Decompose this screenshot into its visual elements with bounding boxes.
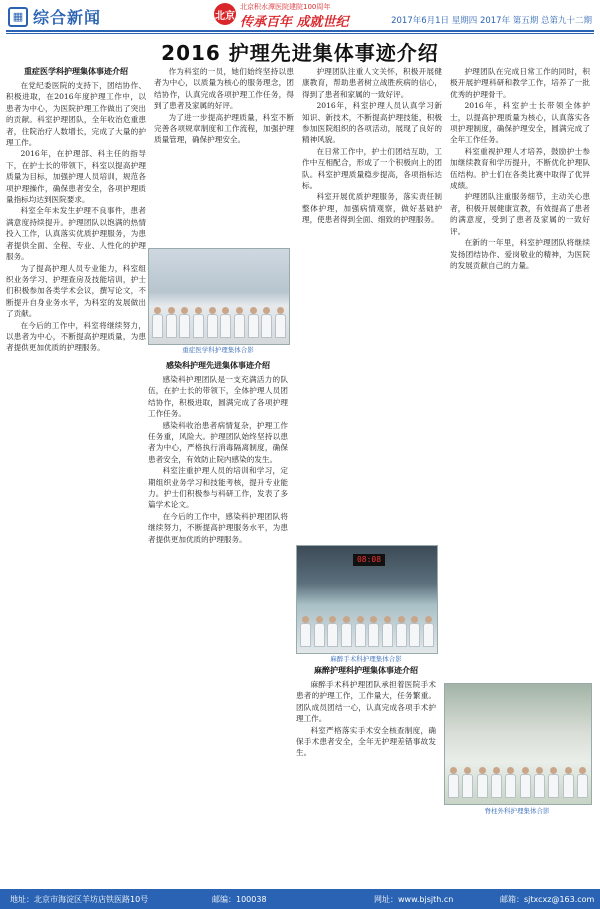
person-figure — [276, 307, 285, 338]
icu-team-photo — [148, 248, 290, 345]
person-figure — [180, 307, 189, 338]
col2-paragraph: 作为科室的一员，她们始终坚持以患者为中心，以质量为核心的服务理念，团结协作，认真完成各项护理工作任务，得到了患者及家属的好评。 — [154, 67, 294, 111]
page-header — [0, 0, 600, 34]
col3-paragraph: 科室开展优质护理服务，落实责任制整体护理，加强病情观察，做好基础护理，使患者得到全面、细致的护理服务。 — [302, 192, 442, 225]
footer-address: 地址：北京市海淀区羊坊店铁医路10号 — [10, 894, 149, 904]
person-figure — [249, 307, 258, 338]
photo-people — [449, 760, 587, 798]
person-figure — [535, 767, 544, 798]
icu-photo-caption: 重症医学科护理集体合影 — [182, 346, 254, 354]
article-title: 2016 护理先进集体事迹介绍 — [161, 41, 439, 65]
photo-people — [301, 609, 433, 647]
header-rule — [6, 30, 594, 32]
column-3 — [302, 66, 442, 542]
person-figure — [549, 767, 558, 798]
page-footer — [0, 889, 600, 909]
infection-section-body — [148, 374, 288, 820]
column-2 — [154, 66, 294, 246]
person-figure — [262, 307, 271, 338]
footer-postcode: 邮编：100038 — [212, 894, 267, 904]
person-figure — [167, 307, 176, 338]
col2-body-paragraph: 在今后的工作中，感染科护理团队将继续努力，不断提高护理服务水平，为患者提供更加优质的护理服务。 — [148, 511, 288, 544]
col1-paragraph: 在党纪委医院的支持下，团结协作、积极进取，在2016年度护理工作中，以患者为中心，为医院护理工作做出了突出的贡献。科室护理团队，全年收治危重患者，住院治疗人数增长，完成了大量的护理工作。 — [6, 81, 146, 148]
col4-paragraph: 护理团队在完成日常工作的同时，积极开展护理科研和教学工作，培养了一批优秀的护理骨干。 — [450, 67, 590, 99]
col3-paragraph: 护理团队注重人文关怀，积极开展健康教育，帮助患者树立战胜疾病的信心，得到了患者和家属的一致好评。 — [302, 67, 442, 99]
col2-body-paragraph: 感染科护理团队是一支充满活力的队伍，在护士长的带领下，全体护理人员团结协作，积极进取，圆满完成了各项护理工作任务。 — [148, 375, 288, 419]
spine-team-photo — [444, 683, 592, 805]
person-figure — [564, 767, 573, 798]
col4-paragraph: 2016年，科室护士长带领全体护士，以提高护理质量为核心，认真落实各项护理制度，确保护理安全，圆满完成了全年工作任务。 — [450, 101, 590, 145]
person-figure — [492, 767, 501, 798]
person-figure — [410, 616, 419, 647]
section-name: 综合新闻 — [33, 8, 102, 27]
footer-website: 网址：www.bjsjth.cn — [374, 894, 454, 904]
person-figure — [315, 616, 324, 647]
anesthesia-team-photo — [296, 545, 438, 654]
person-figure — [208, 307, 217, 338]
col1-paragraph: 2016年，在护理部、科主任的指导下，在护士长的带领下，科室以提高护理质量为目标，加强护理人员培训，规范各项护理操作，确保患者安全，各项护理质量指标均达到医院要求。 — [6, 149, 146, 205]
person-figure — [235, 307, 244, 338]
col1-paragraph: 科室全年未发生护理不良事件，患者满意度持续提升。护理团队以饱满的热情投入工作，认真落实优质护理服务，为患者提供全面、全程、专业、人性化的护理服务。 — [6, 206, 146, 262]
person-figure — [301, 616, 310, 647]
section-logo — [8, 5, 101, 28]
infection-section-heading: 感染科护理先进集体事迹介绍 — [166, 361, 270, 370]
person-figure — [383, 616, 392, 647]
section-logo-icon: ▦ — [8, 7, 28, 27]
col2-paragraph: 为了进一步提高护理质量，科室不断完善各项规章制度和工作流程，加强护理质量管理，确保护理安全。 — [154, 112, 294, 145]
column-1-heading: 重症医学科护理集体事迹介绍 — [24, 67, 128, 76]
col2-body-paragraph: 感染科收治患者病情复杂，护理工作任务重，风险大。护理团队始终坚持以患者为中心，严格执行消毒隔离制度，确保患者安全，有效防止院内感染的发生。 — [148, 420, 288, 464]
issue-dateline: 2017年6月1日 星期四 2017年 第五期 总第九十二期 — [391, 16, 592, 26]
col1-paragraph: 在今后的工作中，科室将继续努力，以患者为中心，不断提高护理质量，为患者提供更加优质的护理服务。 — [6, 320, 146, 353]
person-figure — [506, 767, 515, 798]
col3-paragraph: 在日常工作中，护士们团结互助，工作中互相配合，形成了一个积极向上的团队。科室护理质量稳步提高，各项指标达标。 — [302, 146, 442, 191]
person-figure — [342, 616, 351, 647]
col3-body-paragraph: 麻醉手术科护理团队承担着医院手术患者的护理工作，工作量大，任务繁重。团队成员团结一心，认真完成各项手术护理工作。 — [296, 680, 436, 724]
col4-paragraph: 在新的一年里，科室护理团队将继续发扬团结协作、爱岗敬业的精神，为医院的发展贡献自己的力量。 — [450, 238, 590, 270]
person-figure — [578, 767, 587, 798]
person-figure — [478, 767, 487, 798]
anesthesia-section-heading: 麻醉护理科护理集体事迹介绍 — [314, 666, 418, 675]
hospital-emblem-icon: 北京 — [214, 3, 236, 25]
col1-paragraph: 为了提高护理人员专业能力，科室组织业务学习、护理查房及技能培训，护士们积极参加各类学术会议，撰写论文，不断提升自身业务水平，为科室的发展做出了贡献。 — [6, 263, 146, 319]
photo-people — [153, 300, 285, 338]
person-figure — [463, 767, 472, 798]
person-figure — [153, 307, 162, 338]
footer-email: 邮箱：sjtxcxz@163.com — [500, 894, 595, 904]
anesthesia-photo-caption: 麻醉手术科护理集体合影 — [330, 655, 402, 663]
person-figure — [449, 767, 458, 798]
col4-paragraph: 科室重视护理人才培养，鼓励护士参加继续教育和学历提升，不断优化护理队伍结构。护士们在各类比赛中取得了优异成绩。 — [450, 146, 590, 191]
person-figure — [521, 767, 530, 798]
column-1 — [6, 66, 146, 886]
anesthesia-section-body — [296, 679, 436, 886]
person-figure — [328, 616, 337, 647]
person-figure — [397, 616, 406, 647]
col4-paragraph: 护理团队注重服务细节，主动关心患者，积极开展健康宣教，有效提高了患者的满意度，受到了患者及家属的一致好评。 — [450, 192, 590, 236]
column-4 — [450, 66, 590, 680]
person-figure — [221, 307, 230, 338]
anniversary-slogan: 传承百年 成就世纪 — [240, 15, 349, 30]
person-figure — [424, 616, 433, 647]
col2-body-paragraph: 科室注重护理人员的培训和学习，定期组织业务学习和技能考核，提升专业能力。护士们积极参与科研工作，发表了多篇学术论文。 — [148, 466, 288, 510]
col3-paragraph: 2016年，科室护理人员认真学习新知识、新技术，不断提高护理技能，积极参加医院组织的各项活动，展现了良好的精神风貌。 — [302, 101, 442, 145]
header-rule-thin — [6, 33, 594, 34]
person-figure — [194, 307, 203, 338]
col3-body-paragraph: 科室严格落实手术安全核查制度，确保手术患者安全，全年无护理差错事故发生。 — [296, 725, 436, 758]
spine-photo-caption: 脊柱外科护理集体合影 — [484, 807, 550, 815]
person-figure — [356, 616, 365, 647]
person-figure — [369, 616, 378, 647]
anniversary-line: 北京积水潭医院建院100周年 — [240, 3, 331, 11]
wall-clock-display: 08:08 — [353, 554, 385, 566]
